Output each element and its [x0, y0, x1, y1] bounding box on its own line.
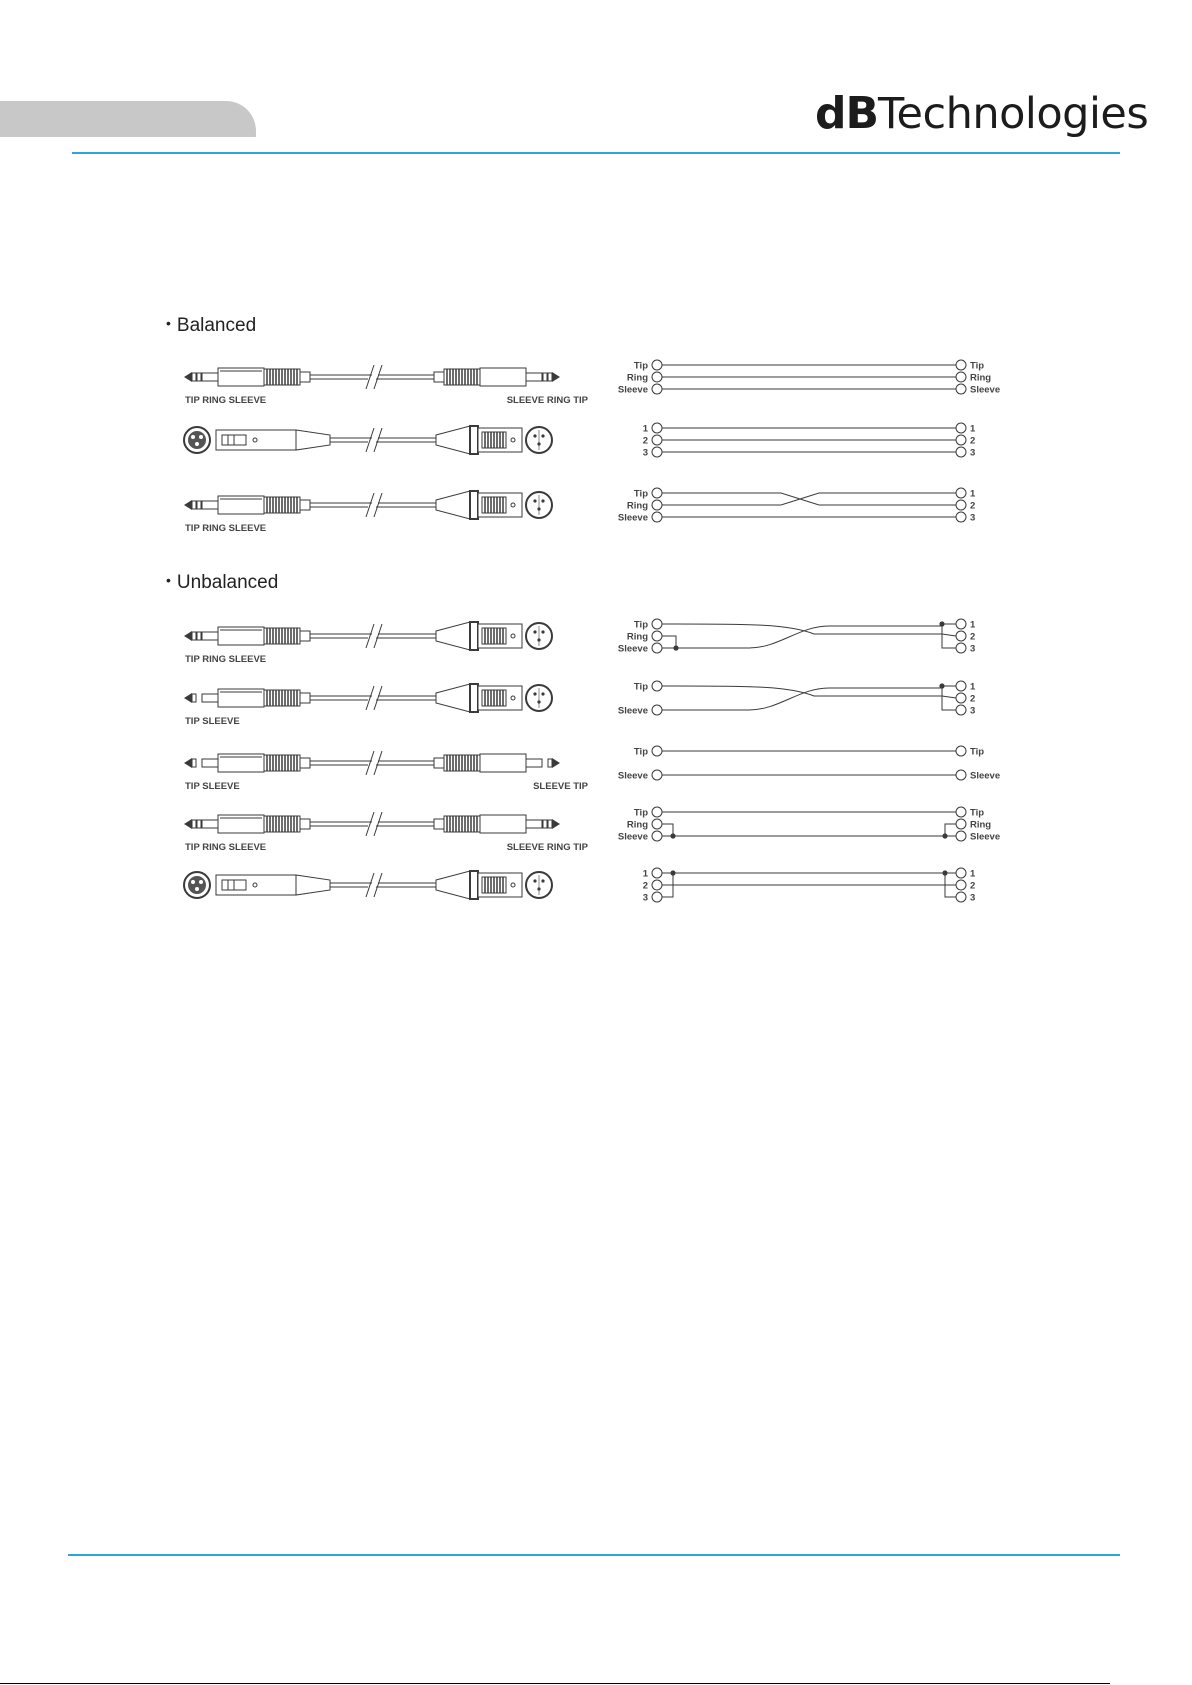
pin-label: 1	[642, 868, 648, 880]
junction-dot	[939, 621, 944, 626]
xlr-boot	[296, 430, 330, 450]
xlr-pin-hole	[199, 880, 203, 884]
pin-terminal	[652, 880, 662, 890]
xlr-boot	[436, 491, 470, 519]
pin-label: 1	[642, 423, 648, 435]
wiring-schematic	[618, 807, 1000, 843]
pin-terminal	[956, 384, 966, 394]
jack-tip	[184, 758, 192, 768]
right-pin-caption: SLEEVE TIP	[533, 781, 588, 792]
pin-label: 2	[970, 500, 976, 512]
pin-label: 2	[970, 435, 976, 447]
pin-label: Sleeve	[617, 512, 648, 524]
xlr-insert	[188, 876, 206, 894]
pin-label: Sleeve	[970, 831, 1001, 843]
xlr-collar	[470, 871, 478, 899]
pin-label: 1	[970, 488, 976, 500]
pin-terminal	[956, 681, 966, 691]
pin-terminal	[956, 643, 966, 653]
cable-boot	[300, 372, 310, 382]
xlr-pin	[533, 630, 536, 633]
pin-terminal	[652, 447, 662, 457]
pin-terminal	[956, 880, 966, 890]
cable-row	[184, 491, 552, 534]
jack-sleeve	[526, 820, 542, 828]
pin-terminal	[956, 831, 966, 841]
xlr-pin	[541, 630, 544, 633]
left-pin-caption: TIP SLEEVE	[185, 716, 240, 727]
pin-label: Tip	[633, 681, 648, 693]
pin-terminal	[652, 770, 662, 780]
cable-boot	[434, 758, 444, 768]
left-pin-caption: TIP RING SLEEVE	[185, 523, 267, 534]
pin-terminal	[652, 705, 662, 715]
pin-label: 3	[970, 447, 976, 459]
xlr-pin-hole	[199, 435, 203, 439]
wire	[942, 696, 956, 698]
cable-row	[184, 426, 552, 454]
xlr-boot	[436, 622, 470, 650]
pin-label: 3	[970, 512, 976, 524]
pin-terminal	[956, 488, 966, 498]
wire	[662, 493, 956, 505]
bridge-wire	[662, 636, 676, 648]
cable-boot	[300, 500, 310, 510]
pin-terminal	[652, 435, 662, 445]
xlr-collar	[470, 491, 478, 519]
jack-tip	[552, 819, 560, 829]
pin-terminal	[956, 447, 966, 457]
xlr-pin	[533, 434, 536, 437]
pin-label: Tip	[970, 360, 985, 372]
cable-row	[184, 812, 589, 853]
cable-boot	[300, 758, 310, 768]
jack-ring-band	[548, 820, 552, 828]
cable-break-mark	[374, 624, 382, 648]
pin-label: Ring	[626, 819, 648, 831]
pin-terminal	[652, 423, 662, 433]
xlr-pin	[541, 692, 544, 695]
jack-sleeve	[526, 759, 542, 767]
pin-label: Sleeve	[617, 384, 648, 396]
pin-label: 2	[970, 693, 976, 705]
jack-ring-band	[543, 373, 547, 381]
jack-ring-band	[548, 759, 552, 767]
pin-terminal	[652, 372, 662, 382]
wire	[942, 634, 956, 636]
cable-break-mark	[366, 365, 374, 389]
pin-terminal	[956, 746, 966, 756]
xlr-collar	[470, 684, 478, 712]
pin-terminal	[652, 488, 662, 498]
cable-row	[184, 365, 589, 406]
jack-sleeve	[202, 501, 218, 509]
jack-ring-band	[192, 632, 196, 640]
xlr-pin	[533, 499, 536, 502]
cable-boot	[300, 819, 310, 829]
jack-sleeve	[202, 694, 218, 702]
pin-label: Sleeve	[970, 770, 1001, 782]
xlr-pin-hole	[195, 442, 199, 446]
pin-terminal	[956, 819, 966, 829]
pin-label: 2	[642, 880, 648, 892]
cable-row	[184, 622, 552, 665]
cable-break-mark	[374, 751, 382, 775]
pin-label: Sleeve	[970, 384, 1001, 396]
xlr-pin	[533, 879, 536, 882]
jack-sleeve	[526, 373, 542, 381]
pin-label: 1	[970, 868, 976, 880]
cable-break-mark	[374, 873, 382, 897]
junction-dot	[670, 870, 675, 875]
logo-regular-text: Technologies	[878, 89, 1149, 139]
wiring-schematic	[643, 423, 976, 459]
cable-break-mark	[374, 365, 382, 389]
pin-label: Sleeve	[617, 770, 648, 782]
pin-terminal	[652, 831, 662, 841]
wire	[662, 493, 956, 505]
jack-ring-band	[197, 820, 201, 828]
pin-label: 3	[642, 447, 648, 459]
cable-break-mark	[374, 812, 382, 836]
cable-boot	[434, 819, 444, 829]
pin-label: 3	[970, 643, 976, 655]
pin-terminal	[652, 631, 662, 641]
pin-terminal	[652, 512, 662, 522]
jack-ring-band	[543, 820, 547, 828]
cable-break-mark	[374, 428, 382, 452]
jack-tip	[552, 758, 560, 768]
logo-bold-text: dB	[815, 88, 879, 139]
left-pin-caption: TIP RING SLEEVE	[185, 395, 267, 406]
pin-label: 1	[970, 423, 976, 435]
xlr-pin-hole	[191, 880, 195, 884]
jack-sleeve	[202, 632, 218, 640]
pin-label: Ring	[626, 372, 648, 384]
xlr-boot	[436, 684, 470, 712]
pin-terminal	[956, 619, 966, 629]
pin-terminal	[956, 631, 966, 641]
pin-label: Sleeve	[617, 705, 648, 717]
pin-label: 2	[970, 880, 976, 892]
junction-dot	[942, 833, 947, 838]
jack-sleeve	[202, 759, 218, 767]
wiring-schematic	[618, 746, 1000, 782]
jack-body	[480, 754, 526, 772]
jack-ring-band	[192, 694, 196, 702]
pin-terminal	[956, 512, 966, 522]
section-title: Balanced	[176, 315, 257, 336]
xlr-insert	[188, 431, 206, 449]
jack-tip	[552, 372, 560, 382]
junction-dot	[939, 683, 944, 688]
jack-body	[480, 368, 526, 386]
pin-label: Tip	[633, 746, 648, 758]
wiring-schematic	[618, 488, 976, 524]
pin-label: Sleeve	[617, 643, 648, 655]
jack-ring-band	[548, 373, 552, 381]
bullet-icon: •	[166, 315, 171, 331]
page-edge-line	[0, 1683, 1110, 1684]
pin-label: Sleeve	[617, 831, 648, 843]
pin-label: 3	[970, 892, 976, 904]
right-pin-caption: SLEEVE RING TIP	[506, 395, 588, 406]
xlr-pin	[541, 434, 544, 437]
xlr-boot	[436, 871, 470, 899]
pin-label: Tip	[970, 746, 985, 758]
pin-label: Ring	[970, 819, 992, 831]
jack-ring-band	[192, 820, 196, 828]
wire	[662, 688, 942, 710]
cable-break-mark	[374, 493, 382, 517]
pin-terminal	[956, 423, 966, 433]
pin-label: 3	[970, 705, 976, 717]
jack-sleeve	[202, 373, 218, 381]
wiring-schematic	[643, 868, 976, 904]
pin-label: Tip	[633, 360, 648, 372]
pin-label: 2	[970, 631, 976, 643]
jack-ring-band	[192, 759, 196, 767]
cable-break-mark	[366, 493, 374, 517]
jack-tip	[184, 631, 192, 641]
wiring-schematic	[618, 360, 1000, 396]
left-pin-caption: TIP SLEEVE	[185, 781, 240, 792]
cable-boot	[434, 372, 444, 382]
pin-terminal	[652, 500, 662, 510]
pin-label: Ring	[970, 372, 992, 384]
xlr-boot	[296, 875, 330, 895]
cable-break-mark	[366, 624, 374, 648]
pin-label: Tip	[970, 807, 985, 819]
pin-terminal	[956, 807, 966, 817]
wiring-schematic	[618, 681, 976, 717]
xlr-collar	[470, 622, 478, 650]
pin-terminal	[652, 868, 662, 878]
cable-boot	[300, 693, 310, 703]
xlr-pin-hole	[195, 887, 199, 891]
xlr-pin	[541, 879, 544, 882]
cable-boot	[300, 631, 310, 641]
cable-row	[184, 751, 589, 792]
pin-label: Tip	[633, 619, 648, 631]
right-pin-caption: SLEEVE RING TIP	[506, 842, 588, 853]
pin-label: Tip	[633, 488, 648, 500]
pin-terminal	[956, 693, 966, 703]
pin-terminal	[652, 819, 662, 829]
jack-ring-band	[197, 373, 201, 381]
jack-tip	[184, 372, 192, 382]
pin-terminal	[652, 619, 662, 629]
cable-break-mark	[374, 686, 382, 710]
cable-row	[184, 684, 552, 727]
left-pin-caption: TIP RING SLEEVE	[185, 654, 267, 665]
pin-label: Ring	[626, 631, 648, 643]
pin-label: 1	[970, 619, 976, 631]
pin-label: 2	[642, 435, 648, 447]
cable-row	[184, 871, 552, 899]
pin-terminal	[956, 868, 966, 878]
pin-terminal	[956, 372, 966, 382]
cable-break-mark	[366, 751, 374, 775]
cable-break-mark	[366, 873, 374, 897]
jack-tip	[184, 693, 192, 703]
wiring-schematic	[618, 619, 976, 655]
pin-terminal	[652, 681, 662, 691]
xlr-pin	[533, 692, 536, 695]
pin-terminal	[652, 384, 662, 394]
footer-rule	[68, 1554, 1120, 1556]
pin-terminal	[652, 892, 662, 902]
pin-terminal	[956, 360, 966, 370]
pin-terminal	[652, 360, 662, 370]
pin-label: 3	[642, 892, 648, 904]
xlr-boot	[436, 426, 470, 454]
bullet-icon: •	[166, 572, 171, 588]
jack-ring-band	[192, 373, 196, 381]
pin-label: 1	[970, 681, 976, 693]
cable-break-mark	[366, 812, 374, 836]
jack-body	[480, 815, 526, 833]
pin-terminal	[956, 705, 966, 715]
wire	[662, 626, 942, 648]
pin-label: Ring	[626, 500, 648, 512]
pin-terminal	[956, 892, 966, 902]
pin-label: Tip	[633, 807, 648, 819]
pin-terminal	[652, 807, 662, 817]
xlr-pin	[541, 499, 544, 502]
pin-terminal	[956, 500, 966, 510]
junction-dot	[942, 870, 947, 875]
jack-tip	[184, 500, 192, 510]
pin-terminal	[652, 746, 662, 756]
xlr-collar	[470, 426, 478, 454]
jack-ring-band	[192, 501, 196, 509]
jack-sleeve	[202, 820, 218, 828]
junction-dot	[673, 645, 678, 650]
pin-terminal	[956, 770, 966, 780]
left-pin-caption: TIP RING SLEEVE	[185, 842, 267, 853]
pin-terminal	[956, 435, 966, 445]
jack-tip	[184, 819, 192, 829]
jack-ring-band	[197, 632, 201, 640]
cable-break-mark	[366, 686, 374, 710]
jack-ring-band	[197, 501, 201, 509]
pin-terminal	[652, 643, 662, 653]
xlr-pin-hole	[191, 435, 195, 439]
cable-break-mark	[366, 428, 374, 452]
section-title: Unbalanced	[176, 572, 279, 593]
